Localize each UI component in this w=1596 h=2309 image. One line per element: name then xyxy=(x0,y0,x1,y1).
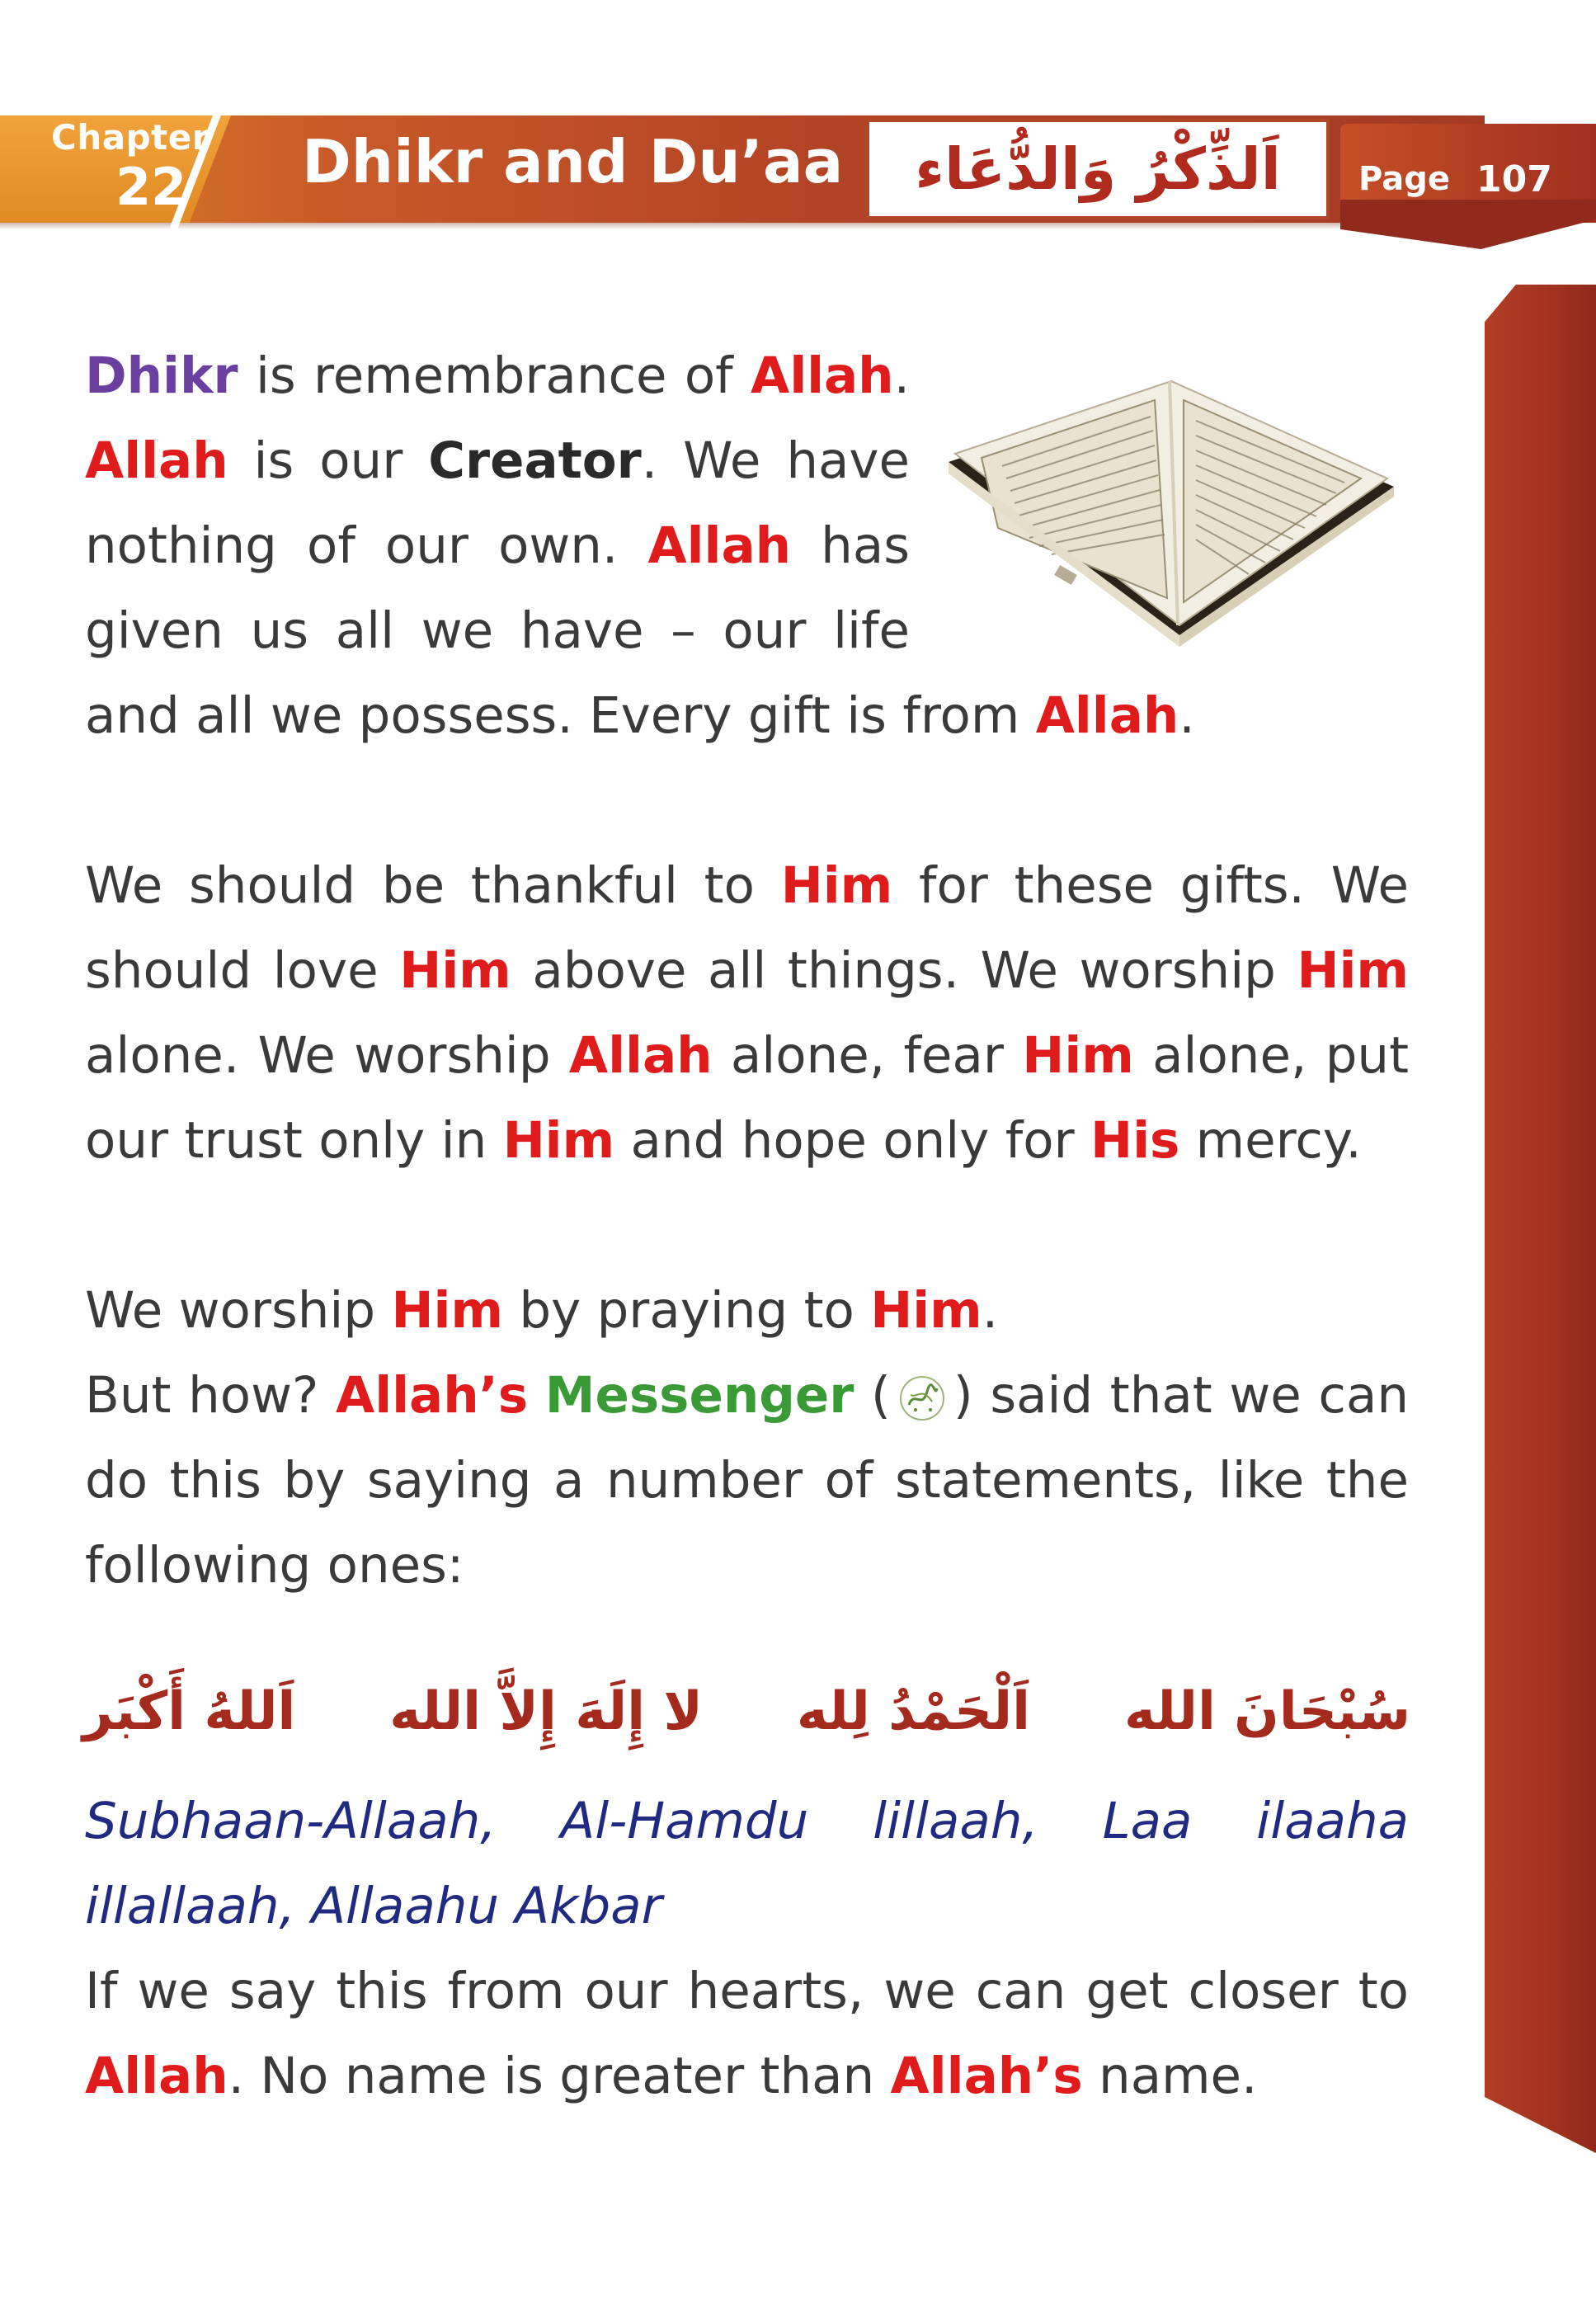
paragraph-text: If we say this from our hearts, we can get closer to xyxy=(85,1962,1409,2020)
page-tab-curl xyxy=(1340,200,1596,249)
allah-word: Allah xyxy=(85,431,228,490)
his-word: His xyxy=(1090,1111,1180,1170)
paragraph-intro xyxy=(85,333,910,673)
arabic-phrase-la-ilaha-illallah: لا إِلَهَ إِلاَّ الله xyxy=(389,1681,703,1742)
arabic-phrases-row xyxy=(82,1666,1410,1757)
salawat-icon xyxy=(897,1374,947,1423)
allah-word: Allah xyxy=(750,346,894,405)
page-label: Page xyxy=(1358,160,1450,198)
paragraph-text xyxy=(528,1366,545,1425)
arabic-title-box xyxy=(866,119,1330,219)
quran-book-illustration xyxy=(932,363,1410,660)
paragraph-text: ( xyxy=(854,1366,891,1425)
intro-line-5 xyxy=(85,673,1281,758)
intro-text: and all we possess. Every gift is from xyxy=(85,686,1036,745)
arabic-title: اَلذِّكْرُ وَالدُّعَاء xyxy=(915,135,1281,203)
paragraph-text: We should be thankful to xyxy=(85,856,781,915)
paragraph-text: ) said that we can do this by saying a number of statements, like the following ones: xyxy=(85,1366,1409,1595)
intro-line-1 xyxy=(85,333,910,418)
page-number-tab xyxy=(1340,124,1596,260)
paragraph-text: by praying to xyxy=(502,1281,871,1340)
intro-text: nothing of our own. xyxy=(85,516,648,575)
chapter-number: 22 xyxy=(115,157,187,217)
paragraph-text: mercy. xyxy=(1179,1111,1362,1170)
paragraph-text: . xyxy=(982,1281,999,1340)
paragraph-text: for these gifts. We should love xyxy=(85,856,1409,1000)
paragraph-text: . No name is greater than xyxy=(228,2047,891,2105)
paragraph-text: alone. We worship xyxy=(85,1026,569,1085)
creator-word: Creator xyxy=(428,431,642,490)
arabic-phrase-alhamdulillah: اَلْحَمْدُ لِله xyxy=(796,1681,1031,1742)
header-shadow xyxy=(0,223,1485,229)
him-word: Him xyxy=(870,1281,982,1340)
transliteration: Subhaan-Allaah, Al-Hamdu lillaah, Laa ilaaha illallaah, Allaahu Akbar xyxy=(85,1792,1409,1935)
him-word: Him xyxy=(780,856,893,915)
arabic-phrase-subhanallah: سُبْحَانَ الله xyxy=(1123,1681,1410,1742)
intro-text: has xyxy=(791,516,910,575)
intro-text: is remembrance of xyxy=(238,346,751,405)
paragraph-text: above all things. We worship xyxy=(511,941,1297,1000)
him-word: Him xyxy=(391,1281,503,1340)
chapter-title: Dhikr and Du’aa xyxy=(302,127,844,196)
intro-text: is our xyxy=(228,431,429,490)
allah-word: Allah xyxy=(85,2047,228,2105)
dhikr-word: Dhikr xyxy=(85,346,238,405)
messenger-word: Messenger xyxy=(544,1366,854,1425)
paragraph-worship-line xyxy=(85,1268,1409,1353)
allah-word: Allah xyxy=(568,1026,713,1085)
intro-text: . xyxy=(1179,686,1195,745)
intro-line-3 xyxy=(85,503,910,588)
paragraph-text: But how? xyxy=(85,1366,336,1425)
paragraph-closing xyxy=(85,1949,1409,2118)
paragraph-text: name. xyxy=(1082,2047,1258,2105)
paragraph-text: alone, put our trust only in xyxy=(85,1026,1410,1170)
intro-line-2 xyxy=(85,418,910,503)
paragraph-text: and hope only for xyxy=(614,1111,1091,1170)
paragraph-text: We worship xyxy=(85,1281,392,1340)
arabic-phrase-allahu-akbar: اَللهُ أَكْبَر xyxy=(82,1681,296,1742)
him-word: Him xyxy=(1297,941,1409,1000)
allah-word: Allah xyxy=(1035,686,1179,745)
intro-text: . We have xyxy=(641,431,910,490)
allah-word: Allah xyxy=(647,516,792,575)
chapter-label: Chapter xyxy=(51,117,210,158)
him-word: Him xyxy=(1022,1026,1134,1085)
paragraph-how xyxy=(85,1353,1409,1608)
paragraph-thankful xyxy=(85,843,1409,1183)
paragraph-text: alone, fear xyxy=(712,1026,1023,1085)
intro-text: . xyxy=(893,346,910,405)
intro-text: given us all we have – our life xyxy=(85,601,910,660)
intro-line-4 xyxy=(85,588,910,673)
him-word: Him xyxy=(399,941,511,1000)
allahs-word: Allah’s xyxy=(336,1366,529,1425)
allahs-word: Allah’s xyxy=(890,2047,1083,2105)
page-number: 107 xyxy=(1476,158,1552,200)
him-word: Him xyxy=(502,1111,615,1170)
side-bar xyxy=(1485,285,1596,2153)
